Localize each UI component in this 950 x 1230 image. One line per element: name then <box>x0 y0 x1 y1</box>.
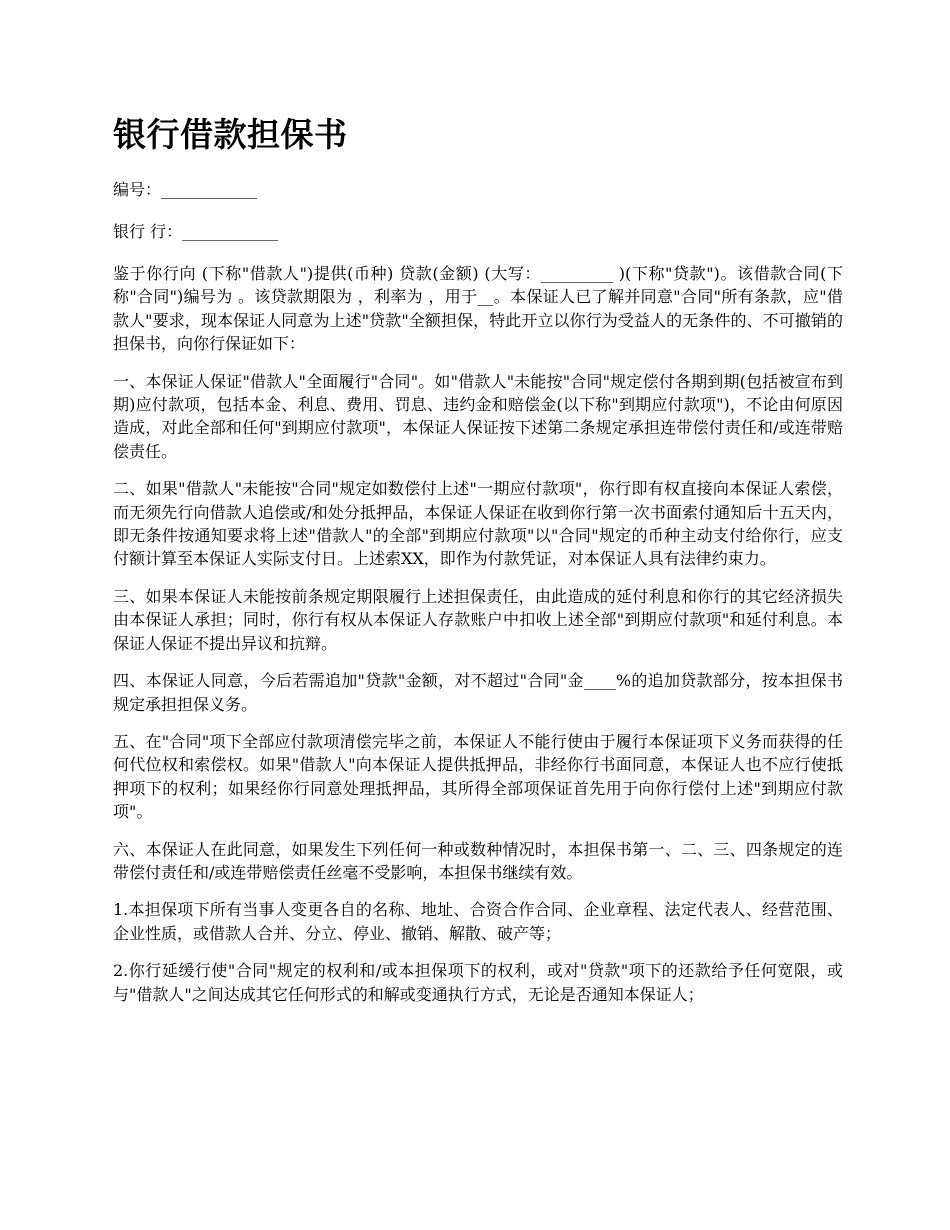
paragraph-item-2: 2.你行延缓行使"合同"规定的权利和/或本担保项下的权利，或对"贷款"项下的还款给予任何宽限，或与"借款人"之间达成其它任何形式的和解或变通执行方式，无论是否通知本保证人； <box>113 961 843 1004</box>
bank-field: 银行 行：____________ <box>113 222 279 241</box>
paragraph-clause-2: 二、如果"借款人"未能按"合同"规定如数偿付上述"一期应付款项"，你行即有权直接向本保证人索偿，而无须先行向借款人追偿或/和处分抵押品，本保证人保证在收到你行第一次书面索付通知后十五天内，即无条件按通知要求将上述"借款人"的全部"到期应付款项"以"合同"规定的币种主动支付给你行，应支付额计算至本保证人实际支付日。上述索XX，即作为付款凭证，对本保证人具有法律约束力。 <box>113 479 843 569</box>
paragraph-item-1: 1.本担保项下所有当事人变更各自的名称、地址、合资合作合同、企业章程、法定代表人、经营范围、企业性质，或借款人合并、分立、停业、撤销、解散、破产等； <box>113 900 843 943</box>
number-field: 编号：____________ <box>113 180 258 199</box>
paragraph-preamble: 鉴于你行向 (下称"借款人")提供(币种) 贷款(金额) (大写：_________ )(下称"贷款")。该借款合同(下称"合同")编号为 。该贷款期限为 ，利率为 ，用于__。本保证人已了解并同意"合同"所有条款，应"借款人"要求，现本保证人同意为上述"贷款"全额担保，特此开立以你行为受益人的无条件的、不可撤销的担保书，向你行保证如下： <box>113 264 843 354</box>
paragraph-clause-3: 三、如果本保证人未能按前条规定期限履行上述担保责任，由此造成的延付利息和你行的其它经济损失由本保证人承担；同时，你行有权从本保证人存款账户中扣收上述全部"到期应付款项"和延付利息。本保证人保证不提出异议和抗辩。 <box>113 586 843 653</box>
document-title: 银行借款担保书 <box>113 115 348 154</box>
paragraph-clause-4: 四、本保证人同意，今后若需追加"贷款"金额，对不超过"合同"金____%的追加贷款部分，按本担保书规定承担担保义务。 <box>113 671 843 714</box>
paragraph-clause-1: 一、本保证人保证"借款人"全面履行"合同"。如"借款人"未能按"合同"规定偿付各期到期(包括被宣布到期)应付款项，包括本金、利息、费用、罚息、违约金和赔偿金(以下称"到期应付款项")，不论由何原因造成，对此全部和任何"到期应付款项"，本保证人保证按下述第二条规定承担连带偿付责任和/或连带赔偿责任。 <box>113 371 843 461</box>
document-page <box>113 112 843 1020</box>
paragraph-clause-5: 五、在"合同"项下全部应付款项清偿完毕之前，本保证人不能行使由于履行本保证项下义务而获得的任何代位权和索偿权。如果"借款人"向本保证人提供抵押品，非经你行书面同意，本保证人也不应行使抵押项下的权利；如果经你行同意处理抵押品，其所得全部项保证首先用于向你行偿付上述"到期应付款项"。 <box>113 731 843 822</box>
paragraph-clause-6: 六、本保证人在此同意，如果发生下列任何一种或数种情况时，本担保书第一、二、三、四条规定的连带偿付责任和/或连带赔偿责任丝毫不受影响，本担保书继续有效。 <box>113 839 843 882</box>
